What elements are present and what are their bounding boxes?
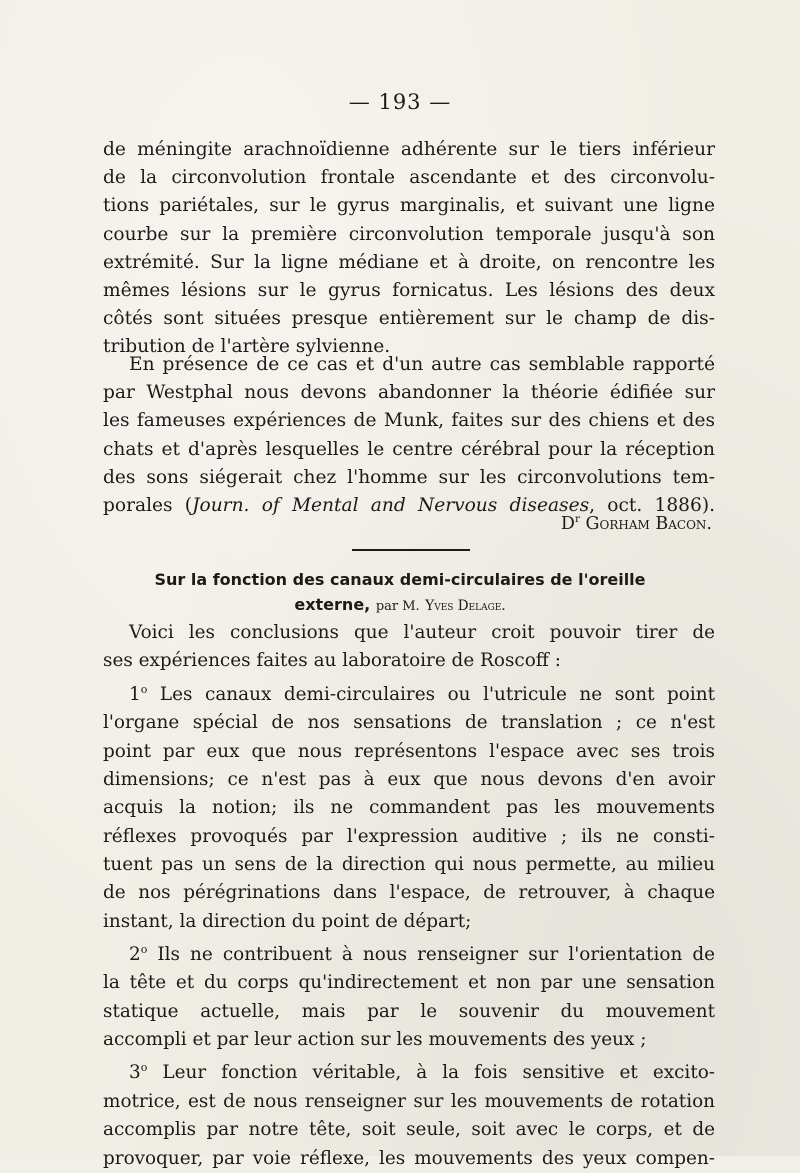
- section-divider: [352, 549, 470, 551]
- text-line: 2$^o$ Ils ne contribuent à nous renseigner sur l'orientation de: [129, 942, 715, 966]
- signature-name: Gorham Bacon.: [585, 513, 712, 534]
- section-title-line2: [0, 592, 800, 619]
- article-body: [103, 619, 715, 1173]
- text-line: dimensions; ce n'est pas à eux que nous devons d'en avoir: [103, 768, 715, 790]
- section-title-line1: Sur la fonction des canaux demi-circulaires de l'oreille: [154, 570, 646, 589]
- signature: [561, 513, 712, 534]
- text-line: instant, la direction du point de départ;: [103, 910, 472, 932]
- text-line: des sons siégerait chez l'homme sur les circonvolutions tem-: [103, 466, 715, 488]
- text-line: courbe sur la première circonvolution temporale jusqu'à son: [103, 223, 715, 245]
- paragraph-continuation: [103, 136, 715, 362]
- text-line: Voici les conclusions que l'auteur croit pouvoir tirer de: [129, 622, 715, 643]
- text-line: acquis la notion; ils ne commandent pas les mouvements: [103, 797, 715, 819]
- text-line: motrice, est de nous renseigner sur les mouvements de rotation: [103, 1090, 715, 1112]
- text-line: par Westphal nous devons abandonner la théorie édifiée sur: [103, 382, 715, 404]
- section-author: Yves Delage.: [425, 598, 506, 614]
- text-line: provoquer, par voie réflexe, les mouvements des yeux compen-: [103, 1147, 715, 1169]
- text-line: la tête et du corps qu'indirectement et non par une sensation: [103, 972, 715, 994]
- paragraph-westphal: [103, 351, 715, 520]
- section-author-prefix: par M.: [375, 599, 420, 614]
- text-line: côtés sont situées presque entièrement sur le champ de dis-: [103, 308, 715, 330]
- text-line: ses expériences faites au laboratoire de Roscoff :: [103, 650, 561, 672]
- text-line: de nos pérégrinations dans l'espace, de retrouver, à chaque: [103, 882, 715, 904]
- text-line: 1$^o$ Les canaux demi-circulaires ou l'utricule ne sont point: [129, 682, 715, 705]
- text-line: l'organe spécial de nos sensations de translation ; ce n'est: [103, 712, 715, 734]
- text-line: extrémité. Sur la ligne médiane et à droite, on rencontre les: [103, 251, 715, 273]
- text-line: tribution de l'artère sylvienne.: [103, 336, 391, 358]
- citation-prefix: porales (: [103, 495, 193, 517]
- text-line: tions pariétales, sur le gyrus marginalis, et suivant une ligne: [103, 195, 715, 217]
- section-title-end: externe,: [294, 595, 371, 614]
- page-number: — 193 —: [348, 90, 452, 114]
- text-line: mêmes lésions sur le gyrus fornicatus. Les lésions des deux: [103, 280, 715, 302]
- text-line: 3$^o$ Leur fonction véritable, à la fois sensitive et excito-: [129, 1061, 715, 1084]
- text-line: réflexes provoqués par l'expression auditive ; ils ne consti-: [103, 825, 715, 847]
- signature-title: $D^r$: [560, 513, 580, 534]
- text-line: tuent pas un sens de la direction qui nous permette, au milieu: [103, 853, 715, 875]
- text-line: les fameuses expériences de Munk, faites sur des chiens et des: [103, 410, 715, 432]
- text-line: statique actuelle, mais par le souvenir du mouvement: [103, 1000, 715, 1022]
- text-line: accomplis par notre tête, soit seule, soit avec le corps, et de: [103, 1119, 715, 1141]
- citation-suffix: , oct. 1886).: [589, 495, 715, 517]
- section-heading: [0, 567, 800, 619]
- text-line: de méningite arachnoïdienne adhérente sur le tiers inférieur: [103, 139, 715, 160]
- text-line: En présence de ce cas et d'un autre cas semblable rapporté: [129, 354, 715, 375]
- text-line: chats et d'après lesquelles le centre cérébral pour la réception: [103, 438, 715, 460]
- text-line: accompli et par leur action sur les mouvements des yeux ;: [103, 1029, 647, 1051]
- journal-title: Journ. of Mental and Nervous diseases: [192, 495, 590, 517]
- text-line: de la circonvolution frontale ascendante et des circonvolu-: [103, 167, 715, 189]
- text-line: point par eux que nous représentons l'espace avec ses trois: [103, 740, 715, 762]
